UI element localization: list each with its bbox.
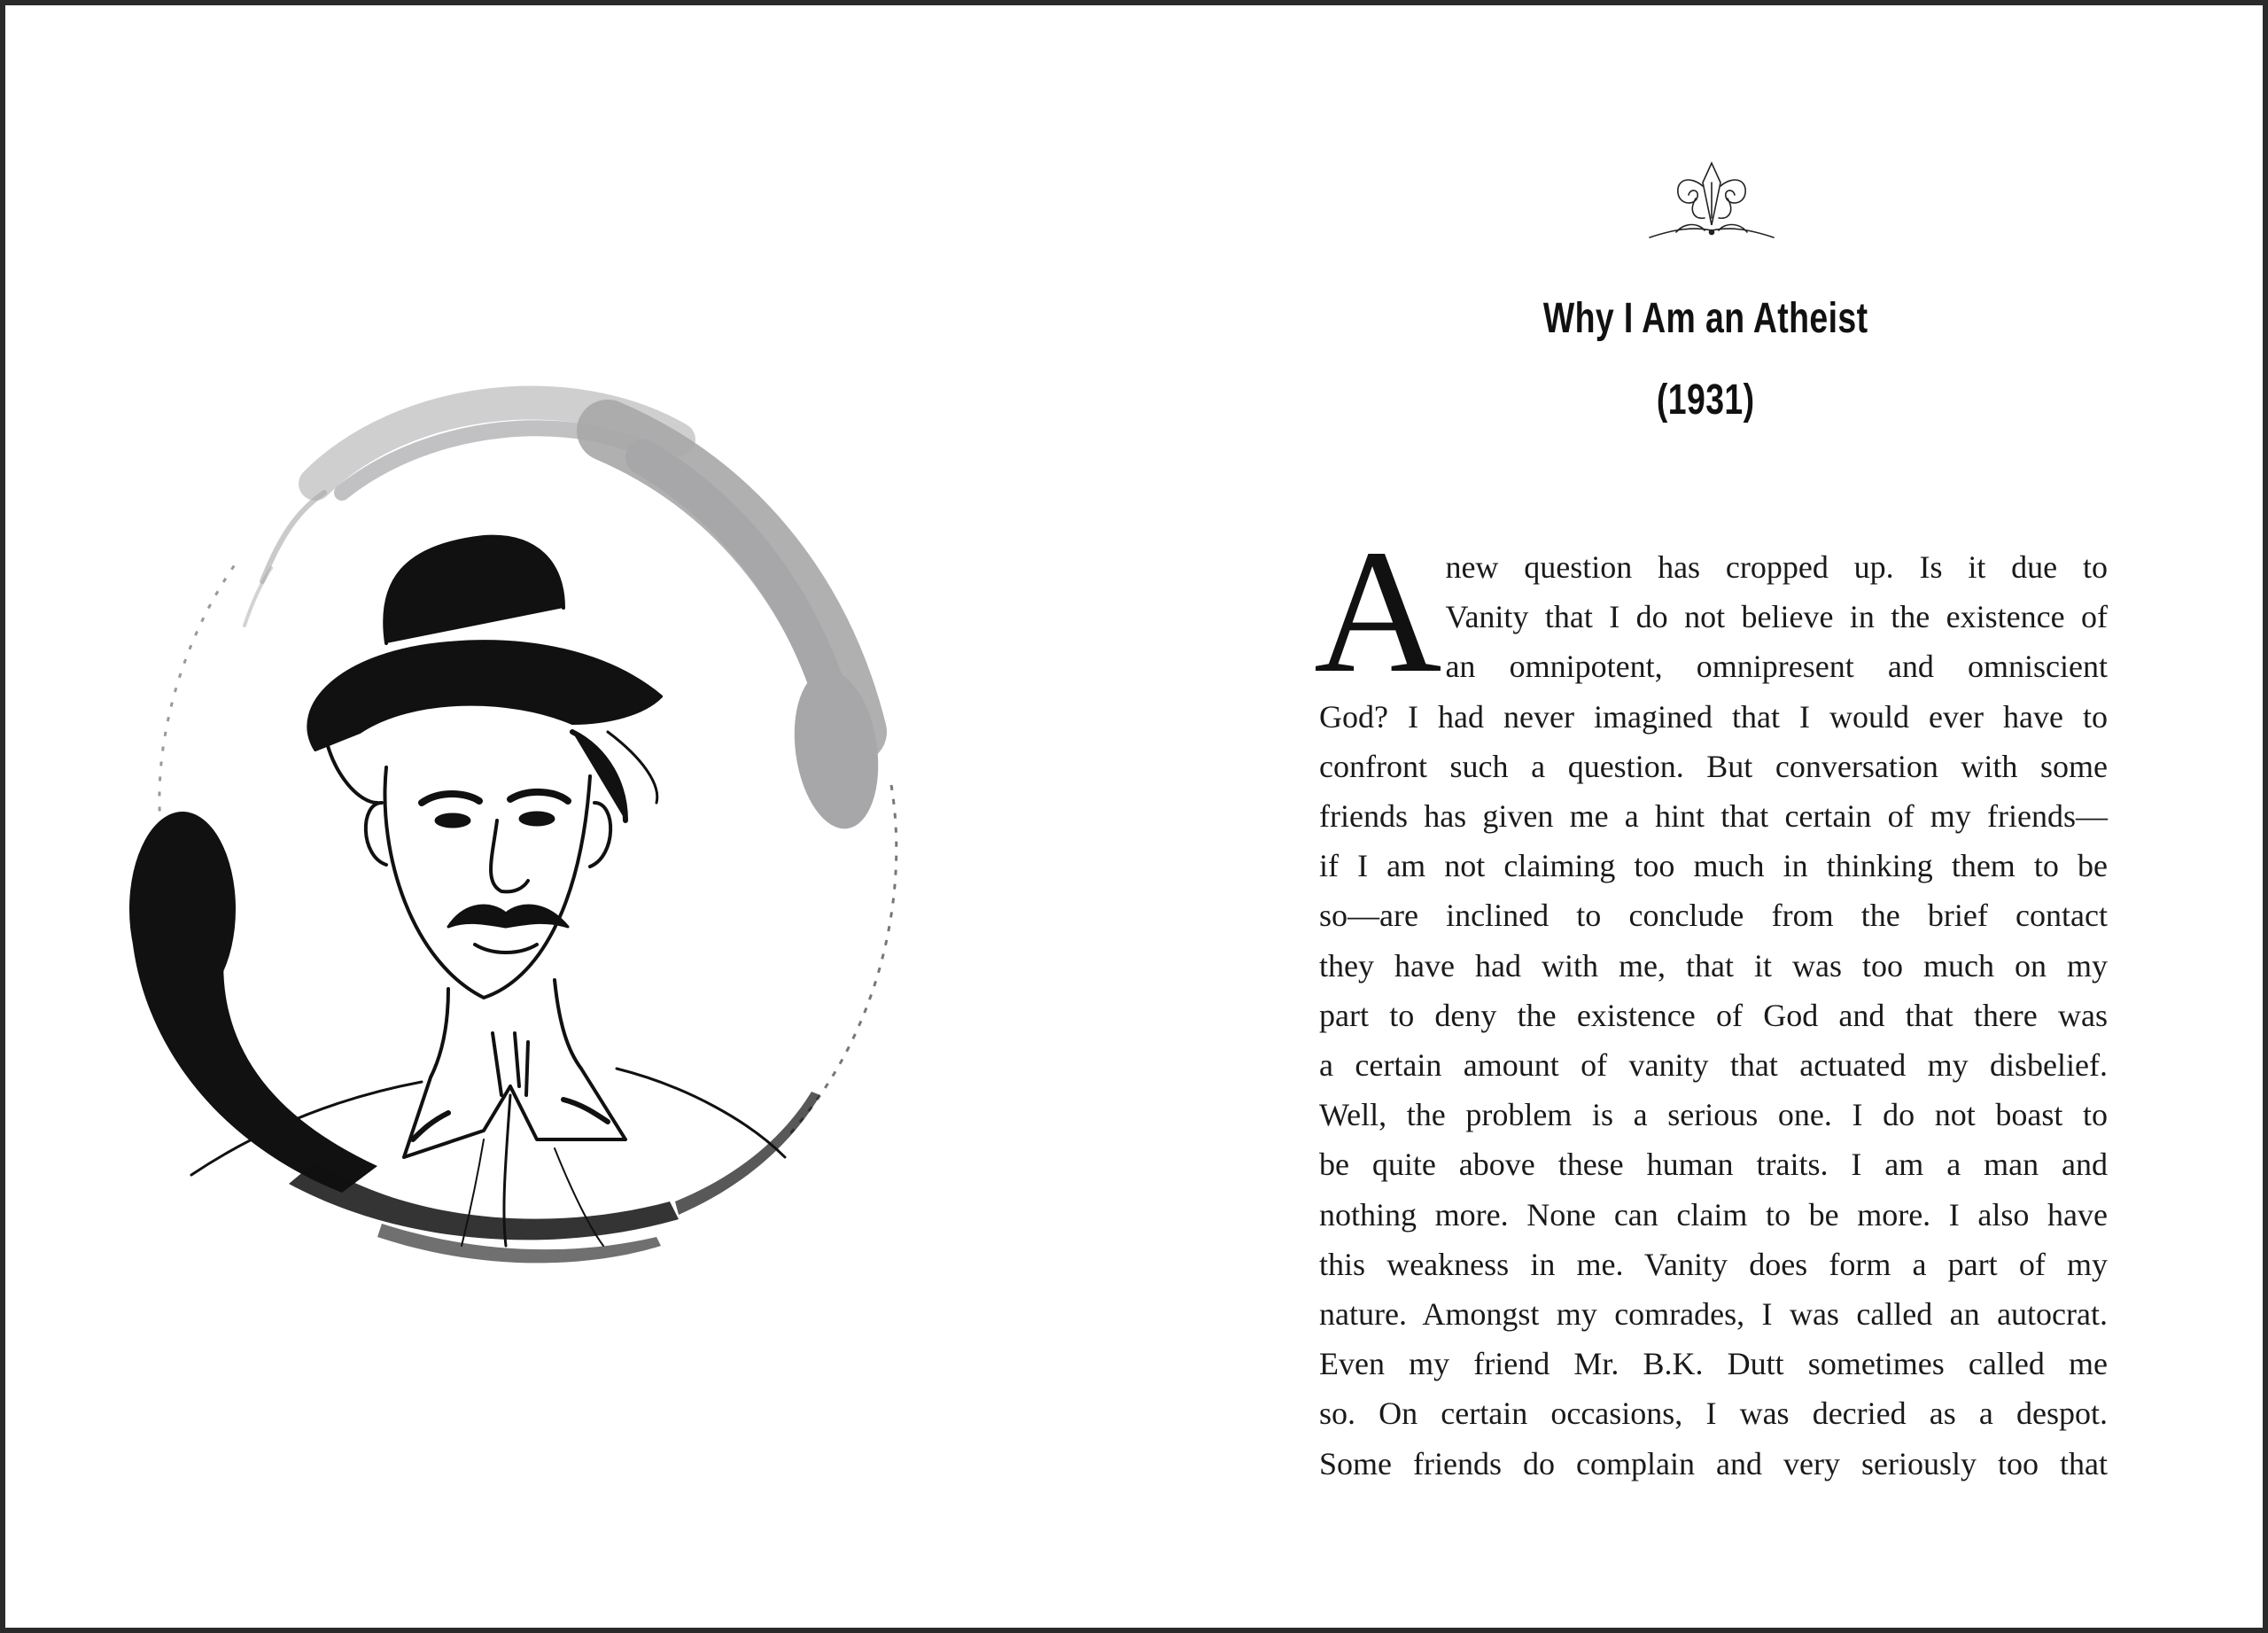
body-line: an omnipotent, omnipresent and omniscient [1445,649,2108,685]
body-line: this weakness in me. Vanity does form a part of my [1319,1246,2108,1282]
portrait-illustration-icon [112,360,1015,1299]
body-line: so—are inclined to conclude from the brief contact [1319,898,2108,934]
body-line: a certain amount of vanity that actuated my disbelief. [1319,1047,2108,1084]
body-line: Well, the problem is a serious one. I do not boast to [1319,1097,2108,1133]
body-line: part to deny the existence of God and that there was [1319,997,2108,1033]
body-text [1314,514,2108,1489]
body-line: Even my friend Mr. B.K. Dutt sometimes called me [1319,1346,2108,1382]
body-line: confront such a question. But conversation with some [1319,748,2108,784]
chapter-title-text: Why I Am an Atheist [1542,295,1868,342]
body-line: be quite above these human traits. I am a man and [1319,1147,2108,1183]
right-page [1139,5,2268,1628]
flourish-ornament-icon [1641,156,1783,253]
drop-cap: A [1314,514,1442,710]
left-page [5,5,1139,1628]
body-line: friends has given me a hint that certain of my friends— [1319,798,2108,835]
body-line: Vanity that I do not believe in the existence of [1445,599,2108,635]
body-line: nothing more. None can claim to be more. I also have [1319,1196,2108,1233]
body-line: nature. Amongst my comrades, I was called an autocrat. [1319,1296,2108,1333]
body-line: God? I had never imagined that I would ever have to [1319,698,2108,735]
body-line: they have had with me, that it was too much on my [1319,947,2108,984]
body-line: if I am not claiming too much in thinking them to be [1319,848,2108,884]
black-brush-stroke [129,812,820,1263]
body-line: Some friends do complain and very seriously too that [1319,1445,2108,1481]
body-line: so. On certain occasions, I was decried as a despot. [1319,1396,2108,1432]
chapter-year: (1931) [1656,377,1755,424]
body-line: new question has cropped up. Is it due to [1445,549,2108,585]
chapter-title [1265,295,2146,461]
